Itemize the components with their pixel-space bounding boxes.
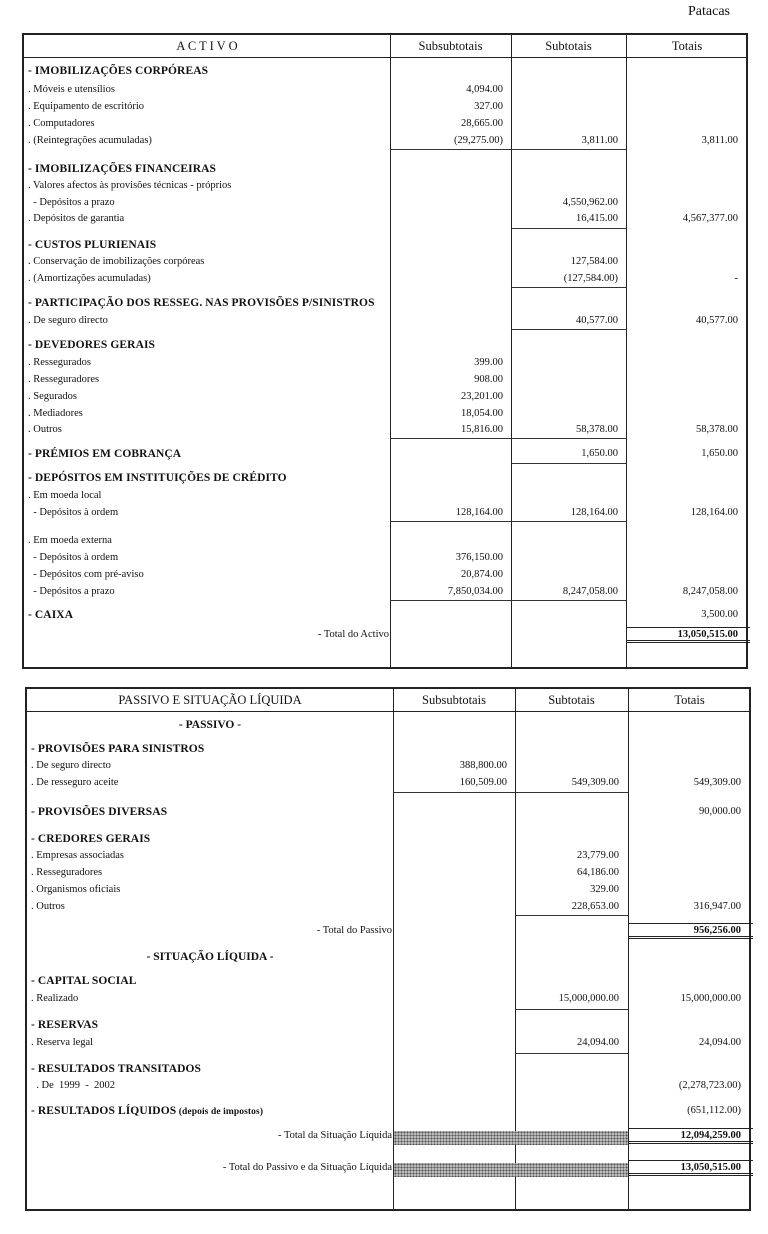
- underline-rule: [511, 521, 626, 522]
- header-subtotais: Subtotais: [545, 39, 592, 53]
- row-label: - Depósitos à ordem: [28, 552, 119, 563]
- section-heading-row: [24, 65, 746, 81]
- total-box: [626, 627, 750, 643]
- row-label: . Valores afectos às provisões técnicas - próprios: [28, 180, 232, 191]
- table-row: [24, 408, 746, 424]
- subsubtotal-value: 28,665.00: [461, 118, 503, 129]
- row-label: . Outros: [28, 424, 62, 435]
- table-row: [24, 118, 746, 134]
- table-row: [24, 315, 746, 331]
- table-row: [24, 180, 746, 196]
- row-label: - IMOBILIZAÇÕES FINANCEIRAS: [28, 163, 217, 175]
- underline-rule: [511, 600, 626, 601]
- table-row: [27, 884, 749, 900]
- header-totais: Totais: [674, 693, 705, 707]
- table-row: [24, 391, 746, 407]
- row-label: . (Amortizações acumuladas): [28, 273, 151, 284]
- subsubtotal-value: 4,094.00: [466, 84, 503, 95]
- table-row: [24, 273, 746, 289]
- subsubtotal-value: (29,275.00): [454, 135, 503, 146]
- subsubtotal-value: 18,054.00: [461, 408, 503, 419]
- row-label: - Total da Situação Líquida: [278, 1130, 392, 1141]
- row-label: - CUSTOS PLURIENAIS: [28, 239, 157, 251]
- total-value: 13,050,515.00: [680, 1162, 741, 1173]
- table-row: [24, 490, 746, 506]
- row-label: . Resseguradores: [31, 867, 103, 878]
- underline-rule: [511, 329, 626, 330]
- table-row: [24, 552, 746, 568]
- total-value: 3,811.00: [701, 135, 738, 146]
- subtotal-value: 24,094.00: [577, 1037, 619, 1048]
- section-heading-row: [24, 472, 746, 488]
- total-value: 316,947.00: [693, 901, 741, 912]
- row-label: . Reserva legal: [31, 1037, 94, 1048]
- total-box: [628, 1160, 753, 1176]
- table-row: [24, 84, 746, 100]
- table-row: [24, 256, 746, 272]
- underline-rule: [511, 149, 626, 150]
- total-value: 13,050,515.00: [677, 629, 738, 640]
- section-heading-row: [27, 806, 749, 822]
- row-label: . Realizado: [31, 993, 79, 1004]
- table-row: [27, 1080, 749, 1096]
- underline-rule: [511, 463, 626, 464]
- section-heading-row: [24, 609, 746, 625]
- header-subsubtotais: Subsubtotais: [422, 693, 486, 707]
- row-label: . De seguro directo: [31, 760, 111, 771]
- shaded-cell: [394, 1131, 628, 1145]
- section-heading-row: [24, 448, 746, 464]
- table-row: [27, 719, 749, 735]
- activo-table: [22, 33, 748, 669]
- table-header: [27, 689, 749, 712]
- underline-rule: [390, 600, 511, 601]
- subtotal-value: 128,164.00: [570, 507, 618, 518]
- subsubtotal-value: 20,874.00: [461, 569, 503, 580]
- row-label: - Depósitos a prazo: [28, 586, 115, 597]
- row-label: - Depósitos a prazo: [28, 197, 115, 208]
- header-subtotais: Subtotais: [548, 693, 595, 707]
- row-label: . Organismos oficiais: [31, 884, 121, 895]
- total-value: 956,256.00: [693, 925, 741, 936]
- row-label: - SITUAÇÃO LÍQUIDA -: [146, 951, 274, 963]
- row-label: . Em moeda local: [28, 490, 102, 501]
- total-value: 1,650.00: [701, 448, 738, 459]
- row-label: - Total do Passivo e da Situação Líquida: [222, 1162, 392, 1173]
- underline-rule: [393, 792, 515, 793]
- table-row: [27, 1037, 749, 1053]
- table-row: [24, 535, 746, 551]
- section-heading-row: [24, 163, 746, 179]
- subtotal-value: 58,378.00: [576, 424, 618, 435]
- subsubtotal-value: 160,509.00: [459, 777, 507, 788]
- table-row: [27, 760, 749, 776]
- underline-rule: [511, 287, 626, 288]
- row-label: - IMOBILIZAÇÕES CORPÓREAS: [28, 65, 209, 77]
- row-label: - CAPITAL SOCIAL: [31, 975, 137, 987]
- row-label: . Empresas associadas: [31, 850, 125, 861]
- subtotal-value: 23,779.00: [577, 850, 619, 861]
- underline-rule: [390, 438, 511, 439]
- table-row: [27, 850, 749, 866]
- row-label: . Móveis e utensílios: [28, 84, 115, 95]
- subsubtotal-value: 327.00: [474, 101, 503, 112]
- row-label: . Depósitos de garantia: [28, 213, 125, 224]
- row-label: . Segurados: [28, 391, 77, 402]
- row-label: - PROVISÕES PARA SINISTROS: [31, 743, 205, 755]
- row-label: . (Reintegrações acumuladas): [28, 135, 152, 146]
- row-label: - PASSIVO -: [178, 719, 242, 731]
- row-label: . Computadores: [28, 118, 95, 129]
- table-row: [24, 135, 746, 151]
- underline-rule: [515, 915, 628, 916]
- row-label: . De seguro directo: [28, 315, 108, 326]
- total-value: (651,112.00): [687, 1105, 741, 1116]
- row-label: . De resseguro aceite: [31, 777, 119, 788]
- row-label: - PARTICIPAÇÃO DOS RESSEG. NAS PROVISÕES P/SINISTROS: [28, 297, 375, 309]
- total-value: -: [734, 273, 738, 284]
- shaded-cell: [394, 1163, 628, 1177]
- table-row: [24, 357, 746, 373]
- table-row: [24, 213, 746, 229]
- header-subsubtotais: Subsubtotais: [418, 39, 483, 53]
- total-value: 58,378.00: [696, 424, 738, 435]
- table-row: [27, 951, 749, 967]
- subsubtotal-value: 908.00: [474, 374, 503, 385]
- row-label: - DEPÓSITOS EM INSTITUIÇÕES DE CRÉDITO: [28, 472, 287, 484]
- row-label: - CAIXA: [28, 609, 74, 621]
- row-label: . Em moeda externa: [28, 535, 112, 546]
- total-value: 24,094.00: [699, 1037, 741, 1048]
- subtotal-value: 64,186.00: [577, 867, 619, 878]
- row-label: . Outros: [31, 901, 65, 912]
- row-label: - RESULTADOS TRANSITADOS: [31, 1063, 202, 1075]
- total-value: 4,567,377.00: [682, 213, 738, 224]
- table-row: [27, 867, 749, 883]
- table-row: [24, 197, 746, 213]
- currency-label: Patacas: [688, 4, 730, 19]
- subsubtotal-value: 23,201.00: [461, 391, 503, 402]
- subtotal-value: 1,650.00: [581, 448, 618, 459]
- row-label: - DEVEDORES GERAIS: [28, 339, 156, 351]
- section-heading-row: [27, 975, 749, 991]
- section-heading-row: [27, 1019, 749, 1035]
- section-heading-row: [27, 1105, 749, 1121]
- subtotal-value: 3,811.00: [581, 135, 618, 146]
- subtotal-value: 15,000,000.00: [558, 993, 619, 1004]
- total-box: [628, 923, 753, 939]
- row-label: . Ressegurados: [28, 357, 91, 368]
- total-value: 128,164.00: [690, 507, 738, 518]
- passivo-table: [25, 687, 751, 1211]
- subsubtotal-value: 15,816.00: [461, 424, 503, 435]
- subtotal-value: 228,653.00: [571, 901, 619, 912]
- section-heading-row: [27, 1063, 749, 1079]
- subtotal-value: 40,577.00: [576, 315, 618, 326]
- subsubtotal-value: 128,164.00: [455, 507, 503, 518]
- underline-rule: [511, 228, 626, 229]
- total-value: 3,500.00: [701, 609, 738, 620]
- row-label: - PRÉMIOS EM COBRANÇA: [28, 448, 182, 460]
- row-label-suffix: (depois de impostos): [176, 1107, 264, 1117]
- row-label: . Equipamento de escritório: [28, 101, 145, 112]
- total-value: 12,094,259.00: [680, 1130, 741, 1141]
- subsubtotal-value: 376,150.00: [455, 552, 503, 563]
- table-row: [24, 424, 746, 440]
- total-value: 8,247,058.00: [682, 586, 738, 597]
- row-label: - PROVISÕES DIVERSAS: [31, 806, 168, 818]
- total-box: [628, 1128, 753, 1144]
- section-heading-row: [27, 833, 749, 849]
- header-title: A C T I V O: [176, 39, 238, 53]
- row-label: . Resseguradores: [28, 374, 100, 385]
- row-label: - Depósitos com pré-aviso: [28, 569, 144, 580]
- row-label: - RESERVAS: [31, 1019, 99, 1031]
- table-row: [24, 569, 746, 585]
- table-row: [27, 993, 749, 1009]
- row-label: - Total do Activo: [317, 629, 389, 640]
- subtotal-value: 16,415.00: [576, 213, 618, 224]
- row-label: . Mediadores: [28, 408, 83, 419]
- row-label: - Depósitos à ordem: [28, 507, 119, 518]
- underline-rule: [511, 438, 626, 439]
- subtotal-value: 4,550,962.00: [562, 197, 618, 208]
- table-row: [27, 901, 749, 917]
- table-header: [24, 35, 746, 58]
- section-heading-row: [24, 297, 746, 313]
- header-totais: Totais: [671, 39, 703, 53]
- row-label: - CREDORES GERAIS: [31, 833, 151, 845]
- subsubtotal-value: 388,800.00: [459, 760, 507, 771]
- subsubtotal-value: 399.00: [474, 357, 503, 368]
- section-heading-row: [27, 743, 749, 759]
- subtotal-value: 127,584.00: [570, 256, 618, 267]
- table-row: [24, 374, 746, 390]
- table-row: [24, 507, 746, 523]
- total-value: 90,000.00: [699, 806, 741, 817]
- subtotal-value: 8,247,058.00: [562, 586, 618, 597]
- underline-rule: [390, 149, 511, 150]
- section-heading-row: [24, 339, 746, 355]
- subtotal-value: 549,309.00: [571, 777, 619, 788]
- total-value: (2,278,723.00): [678, 1080, 741, 1091]
- row-label: - RESULTADOS LÍQUIDOS (depois de impostos): [31, 1105, 264, 1117]
- subtotal-value: (127,584.00): [563, 273, 618, 284]
- total-value: 549,309.00: [693, 777, 741, 788]
- underline-rule: [515, 1009, 628, 1010]
- row-label: . De 1999 - 2002: [31, 1080, 115, 1091]
- table-row: [27, 777, 749, 793]
- row-label: - Total do Passivo: [316, 925, 392, 936]
- section-heading-row: [24, 239, 746, 255]
- subtotal-value: 329.00: [590, 884, 619, 895]
- table-row: [24, 586, 746, 602]
- underline-rule: [390, 521, 511, 522]
- underline-rule: [515, 792, 628, 793]
- total-value: 40,577.00: [696, 315, 738, 326]
- header-title: PASSIVO E SITUAÇÃO LÍQUIDA: [118, 693, 302, 707]
- table-row: [24, 101, 746, 117]
- underline-rule: [515, 1053, 628, 1054]
- row-label: . Conservação de imobilizações corpóreas: [28, 256, 205, 267]
- subsubtotal-value: 7,850,034.00: [447, 586, 503, 597]
- total-value: 15,000,000.00: [680, 993, 741, 1004]
